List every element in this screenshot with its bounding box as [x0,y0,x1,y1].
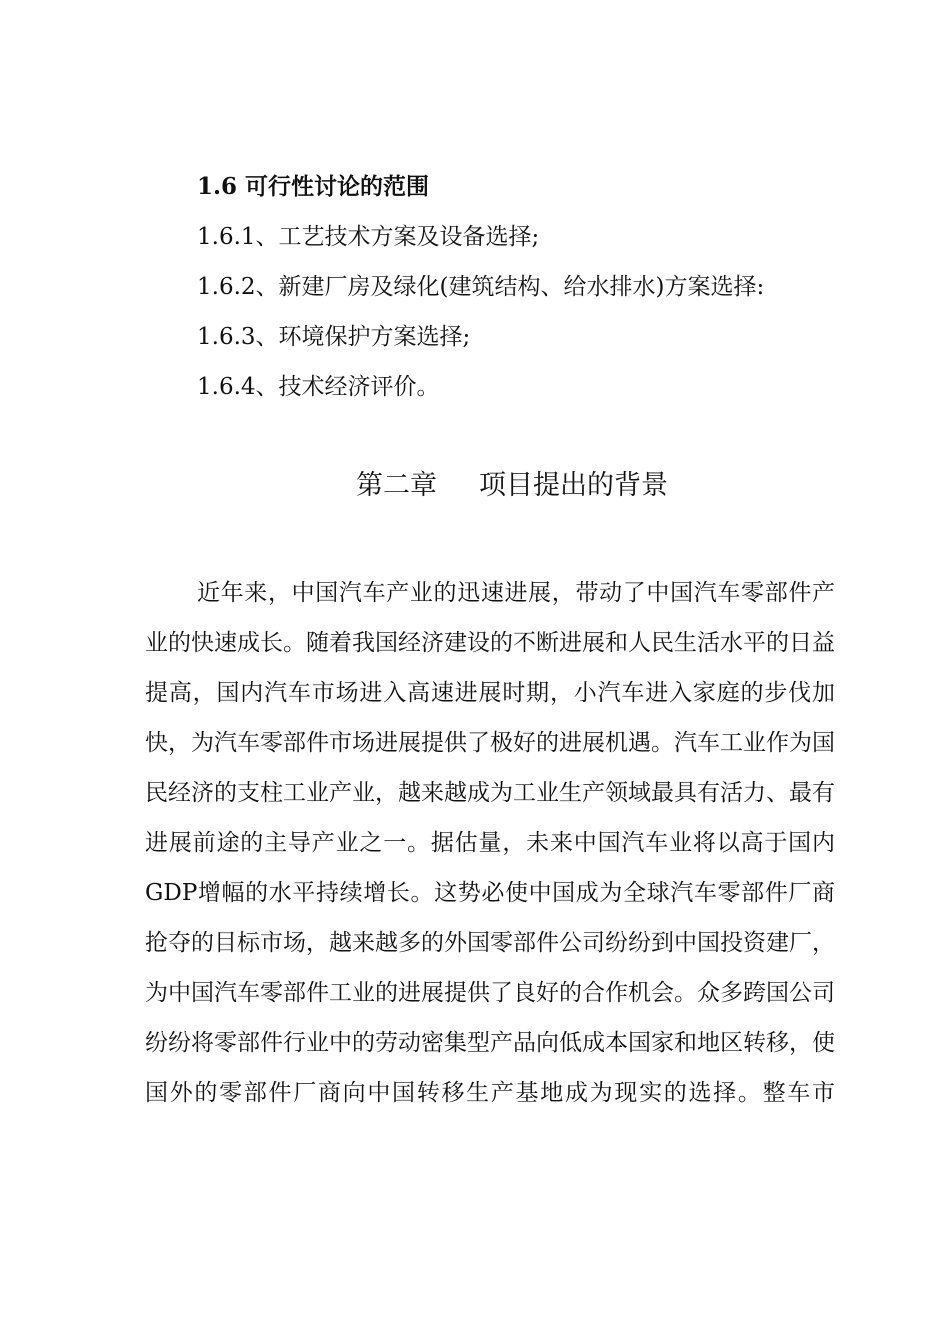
body-paragraph: 近年来，中国汽车产业的迅速进展，带动了中国汽车零部件产业的快速成长。随着我国经济建设的不断进展和人民生活水平的日益提高，国内汽车市场进入高速进展时期，小汽车进入家庭的步伐加快，为汽车零部件市场进展提供了极好的进展机遇。汽车工业作为国民经济的支柱工业产业，越来越成为工业生产领域最具有活力、最有进展前途的主导产业之一。据估量，未来中国汽车业将以高于国内GDP增幅的水平持续增长。这势必使中国成为全球汽车零部件厂商抢夺的目标市场，越来越多的外国零部件公司纷纷到中国投资建厂，为中国汽车零部件工业的进展提供了良好的合作机会。众多跨国公司纷纷将零部件行业中的劳动密集型产品向低成本国家和地区转移，使国外的零部件厂商向中国转移生产基地成为现实的选择。整车市 [145,580,835,1106]
list-item: 1.6.4、技术经济评价。 [197,374,440,400]
chapter-title [356,466,668,506]
list-item: 1.6.3、环境保护方案选择; [197,324,471,350]
chapter-name: 项目提出的背景 [479,470,668,501]
list-item: 1.6.2、新建厂房及绿化(建筑结构、给水排水)方案选择: [197,274,765,300]
section-heading: 1.6 可行性讨论的范围 [197,173,430,200]
chapter-number: 第二章 [356,470,437,501]
list-item: 1.6.1、工艺技术方案及设备选择; [197,224,540,250]
